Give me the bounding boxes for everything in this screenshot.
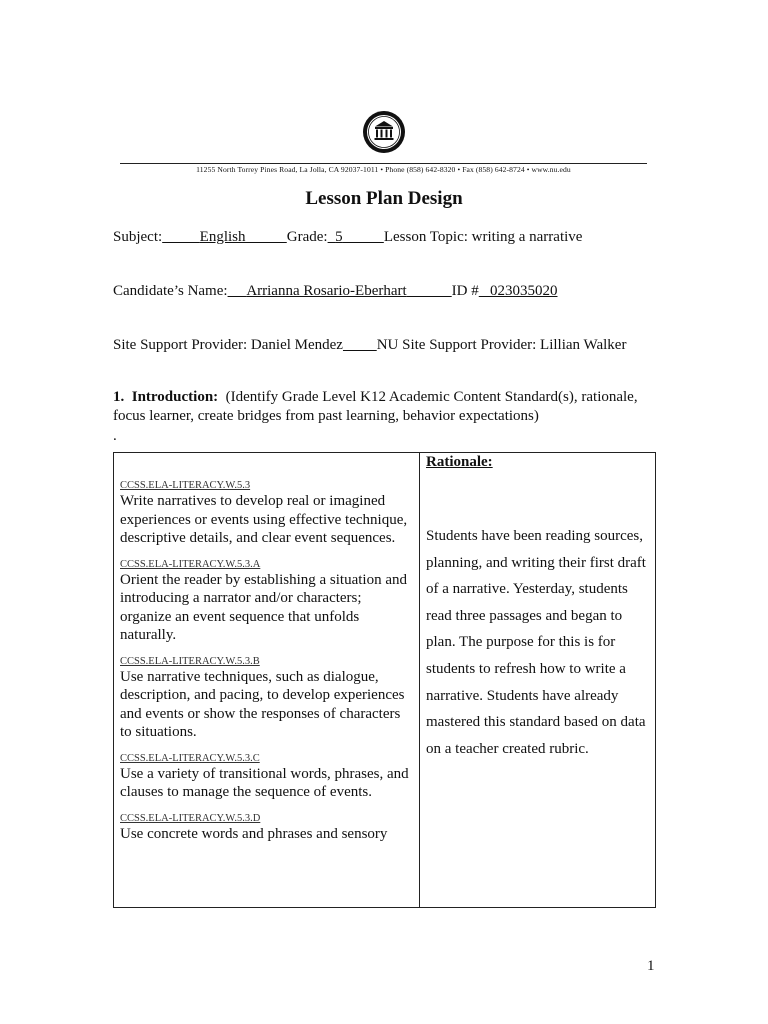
introduction-paragraph — [113, 388, 658, 426]
support-line — [113, 337, 626, 354]
support-blank — [343, 337, 377, 353]
intro-text: (Identify Grade Level K12 Academic Content Standard(s), rationale, focus learner, create bridges from past learning, behavior expectations) — [113, 389, 638, 424]
intro-heading: Introduction: — [131, 389, 219, 405]
id-label: ID # — [451, 283, 479, 299]
grade-value: 5 — [335, 229, 343, 245]
subject-value: English — [199, 229, 246, 245]
rationale-text: Students have been reading sources, planning, and writing their first draft of a narrative. Yesterday, students read three passages and began to plan. The purpose for this is for students to refresh how to write a narrative. Students have already mastered this standard based on data on a teacher created rubric. — [426, 528, 646, 757]
standard-item — [114, 752, 419, 802]
grade-label: Grade: — [286, 229, 328, 245]
standard-text: Use concrete words and phrases and sensory — [120, 825, 388, 842]
standards-cell — [114, 453, 420, 908]
standard-text: Use a variety of transitional words, phrases, and clauses to manage the sequence of events. — [120, 765, 409, 800]
subject-line — [113, 229, 582, 246]
standard-code: CCSS.ELA-LITERACY.W.5.3.C — [120, 752, 260, 764]
intro-number: 1. — [113, 389, 125, 405]
page-number: 1 — [647, 958, 655, 974]
standard-text: Use narrative techniques, such as dialogue, description, and pacing, to develop experiences and events or show the responses of characters to situations. — [120, 668, 405, 740]
header-rule — [120, 163, 647, 164]
standard-code: CCSS.ELA-LITERACY.W.5.3.D — [120, 812, 261, 824]
standard-text: Orient the reader by establishing a situation and introducing a narrator and/or characters; organize an event sequence that unfolds naturally. — [120, 571, 407, 643]
intro-dot: . — [113, 428, 117, 444]
nu-site-support-provider: NU Site Support Provider: Lillian Walker — [376, 337, 627, 353]
header-address: 11255 North Torrey Pines Road, La Jolla, CA 92037-1011 • Phone (858) 642-8320 • Fax (858) 642-8724 • www.nu.edu — [196, 165, 571, 174]
candidate-line — [113, 283, 558, 300]
standard-code: CCSS.ELA-LITERACY.W.5.3 — [120, 480, 251, 491]
standard-item — [114, 812, 419, 844]
rationale-cell — [420, 453, 656, 908]
standard-code: CCSS.ELA-LITERACY.W.5.3.A — [120, 558, 261, 570]
page-title: Lesson Plan Design — [305, 188, 463, 209]
standard-text: Write narratives to develop real or imagined experiences or events using effective technique, descriptive details, and clear event sequences. — [120, 493, 408, 546]
site-support-provider: Site Support Provider: Daniel Mendez — [113, 337, 343, 353]
subject-label: Subject: — [113, 229, 163, 245]
standard-item — [114, 479, 419, 548]
standards-rationale-table — [113, 452, 656, 908]
standard-item — [114, 558, 419, 645]
topic-label: Lesson Topic: writing a narrative — [383, 229, 583, 245]
university-seal-logo — [362, 110, 406, 154]
standard-code: CCSS.ELA-LITERACY.W.5.3.B — [120, 655, 260, 667]
standard-item — [114, 655, 419, 742]
candidate-value: Arrianna Rosario-Eberhart — [246, 283, 407, 299]
rationale-heading: Rationale: — [426, 454, 493, 470]
candidate-label: Candidate’s Name: — [113, 283, 228, 299]
id-value: 023035020 — [490, 283, 558, 299]
